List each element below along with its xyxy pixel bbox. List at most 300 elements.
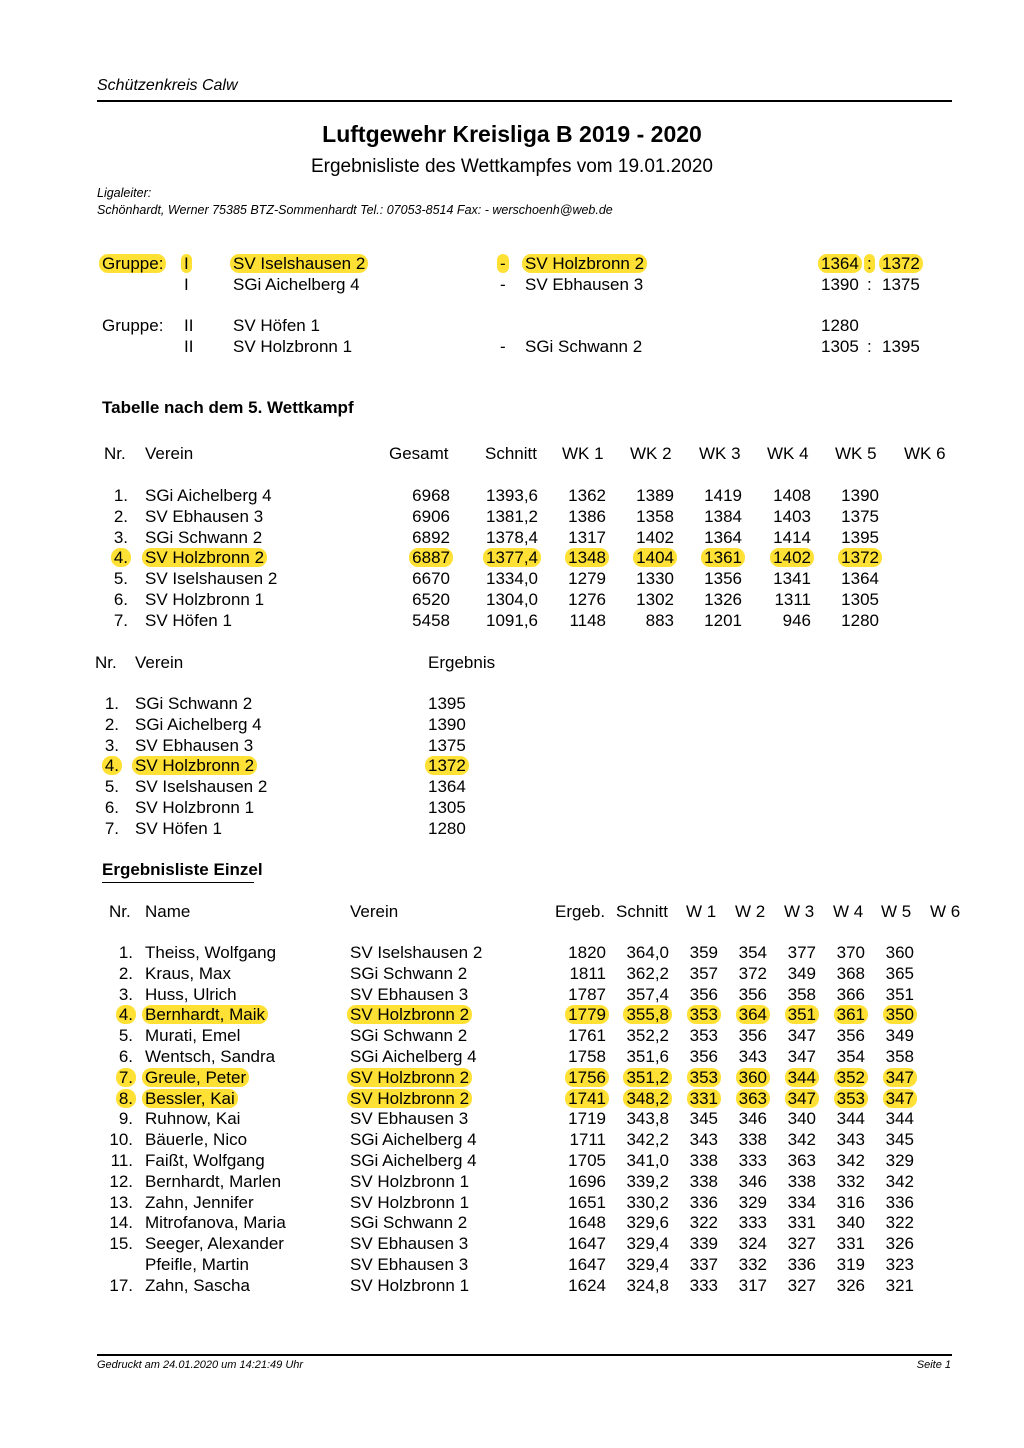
club-name: SV Höfen 1 <box>145 610 232 630</box>
average-score: 357,4 <box>626 984 669 1004</box>
highlight-mark: Bessler, Kai <box>142 1089 238 1108</box>
shooter-name: Pfeifle, Martin <box>145 1255 249 1274</box>
table-header: W 6 <box>930 902 961 921</box>
table-header: WK 3 <box>699 444 741 463</box>
club-name: SV Holzbronn 1 <box>350 1275 470 1295</box>
club-name: SGi Aichelberg 4 <box>350 1047 477 1066</box>
highlight-mark: 4. <box>116 1005 136 1024</box>
highlight-mark: 1741 <box>565 1089 609 1108</box>
round-score: 317 <box>738 1275 767 1295</box>
round-score: 338 <box>689 1151 718 1170</box>
round-score: 1276 <box>568 590 606 609</box>
table-header: Verein <box>135 653 184 672</box>
club-name: SV Ebhausen 3 <box>350 1255 469 1274</box>
highlight-mark: 355,8 <box>623 1005 672 1024</box>
round-score: 327 <box>787 1275 816 1295</box>
total-score: 6892 <box>412 527 450 547</box>
club-name: SV Ebhausen 3 <box>145 506 264 526</box>
rank: 13. <box>109 1192 133 1212</box>
rank: 6. <box>118 1047 133 1066</box>
gruppe-number: II <box>184 316 194 335</box>
round-score: 349 <box>787 963 816 983</box>
round-score: 351 <box>885 984 914 1004</box>
rank: 7. <box>113 610 128 630</box>
round-score: 946 <box>782 610 811 630</box>
club-name: SV Ebhausen 3 <box>350 1109 469 1129</box>
average-score: 1091,6 <box>486 610 538 630</box>
round-score: 316 <box>836 1192 865 1212</box>
average-score: 364,0 <box>626 943 669 962</box>
round-score: 329 <box>885 1151 914 1170</box>
rank: 1. <box>118 943 133 962</box>
club-name: SV Ebhausen 3 <box>350 984 469 1004</box>
page-title: Luftgewehr Kreisliga B 2019 - 2020 <box>322 121 702 147</box>
round-score: 353 <box>689 1026 718 1046</box>
highlight-mark: 1364 <box>818 254 862 273</box>
total-score: 6968 <box>412 486 450 505</box>
highlight-mark: 361 <box>834 1005 868 1024</box>
round-score: 1280 <box>841 610 879 630</box>
highlight-mark: 1404 <box>633 548 677 567</box>
round-score: 1341 <box>773 569 811 589</box>
round-score: 346 <box>738 1109 767 1129</box>
round-score: 322 <box>689 1213 718 1233</box>
club-name: SV Holzbronn 1 <box>350 1192 470 1212</box>
home-team: SV Höfen 1 <box>233 316 320 335</box>
round-score: 883 <box>645 610 674 630</box>
club-name <box>145 548 264 568</box>
result-score: 1787 <box>568 984 606 1004</box>
round-score: 1395 <box>841 527 879 547</box>
club-name: SGi Schwann 2 <box>350 1026 468 1046</box>
highlight-mark: 1756 <box>565 1068 609 1087</box>
home-score: 1280 <box>821 316 859 335</box>
highlight-mark: 353 <box>834 1089 868 1108</box>
result-score: 1711 <box>569 1130 606 1150</box>
round-score: 324 <box>738 1234 767 1254</box>
round-score: 1362 <box>568 486 606 505</box>
rank <box>0 1089 133 1109</box>
shooter-name: Seeger, Alexander <box>145 1234 284 1254</box>
round-score: 336 <box>885 1192 914 1212</box>
highlight-mark: 6887 <box>409 548 453 567</box>
round-score: 343 <box>689 1130 718 1150</box>
round-score: 321 <box>885 1275 914 1295</box>
round-score: 356 <box>738 1026 767 1046</box>
round-score: 334 <box>787 1192 816 1212</box>
round-score: 332 <box>738 1255 767 1274</box>
round-score: 359 <box>689 943 718 962</box>
club-name: SV Iselshausen 2 <box>350 943 483 962</box>
round-score <box>714 1005 914 1025</box>
round-score: 1305 <box>841 590 879 609</box>
gruppe-number <box>184 254 189 274</box>
rank: 3. <box>113 527 128 547</box>
rank <box>0 756 119 776</box>
club-name: SGi Schwann 2 <box>145 527 263 547</box>
round-score: 338 <box>738 1130 767 1150</box>
away-score: 1375 <box>882 275 920 294</box>
highlight-mark: 7. <box>116 1068 136 1087</box>
table-header: WK 4 <box>767 444 809 463</box>
home-score: 1305 <box>821 337 859 356</box>
total-score: 5458 <box>412 610 450 630</box>
round-score: 1317 <box>568 527 606 547</box>
average-score: 1378,4 <box>486 527 538 547</box>
table-header: WK 6 <box>904 444 946 463</box>
away-team: SV Ebhausen 3 <box>525 275 644 294</box>
result-score: 1719 <box>568 1109 606 1129</box>
round-score: 343 <box>836 1130 865 1150</box>
round-score: 329 <box>738 1192 767 1212</box>
shooter-name: Mitrofanova, Maria <box>145 1213 286 1233</box>
highlight-mark: 331 <box>687 1089 721 1108</box>
print-timestamp: Gedruckt am 24.01.2020 um 14:21:49 Uhr <box>97 1359 304 1371</box>
total-score: 6670 <box>412 569 450 589</box>
round-score: 342 <box>787 1130 816 1150</box>
round-score: 344 <box>885 1109 914 1129</box>
round-score: 344 <box>836 1109 865 1129</box>
round-score: 1419 <box>704 486 742 505</box>
round-score: 340 <box>836 1213 865 1233</box>
rank: 1. <box>104 694 119 713</box>
table-header: Nr. <box>95 653 117 672</box>
result-score: 1375 <box>428 735 466 755</box>
table-header: Verein <box>145 444 194 463</box>
round-score: 1390 <box>841 486 879 505</box>
round-score: 347 <box>787 1047 816 1066</box>
match-separator <box>500 254 506 274</box>
table-header: WK 2 <box>630 444 672 463</box>
highlight-mark: 360 <box>736 1068 770 1087</box>
shooter-name: Kraus, Max <box>145 963 231 983</box>
result-score <box>428 756 466 776</box>
round-score: 1375 <box>841 506 879 526</box>
result-score: 1761 <box>568 1026 606 1046</box>
round-score: 333 <box>738 1213 767 1233</box>
average-score: 324,8 <box>626 1275 669 1295</box>
highlight-mark: 351,2 <box>623 1068 672 1087</box>
round-score: 1326 <box>704 590 742 609</box>
round-score: 339 <box>689 1234 718 1254</box>
round-score: 368 <box>836 963 865 983</box>
club-name: SV Iselshausen 2 <box>145 569 278 589</box>
round-score: 377 <box>787 943 816 962</box>
rank: 17. <box>109 1275 133 1295</box>
highlight-mark: SV Holzbronn 2 <box>347 1005 472 1024</box>
page-number: Seite 1 <box>916 1359 951 1371</box>
round-score: 1403 <box>773 506 811 526</box>
round-score: 357 <box>689 963 718 983</box>
highlight-mark: 363 <box>736 1089 770 1108</box>
round-score: 336 <box>689 1192 718 1212</box>
rank: 15. <box>109 1234 133 1254</box>
shooter-name <box>145 1068 246 1088</box>
round-score: 331 <box>787 1213 816 1233</box>
highlight-mark: - <box>497 254 509 273</box>
shooter-name <box>145 1005 265 1025</box>
away-team <box>525 254 644 274</box>
away-score: 1395 <box>882 337 920 356</box>
highlight-mark: 347 <box>883 1068 917 1087</box>
round-score <box>679 548 879 568</box>
home-team: SV Holzbronn 1 <box>233 337 353 356</box>
round-score: 345 <box>885 1130 914 1150</box>
round-score: 360 <box>885 943 914 962</box>
round-score: 356 <box>689 1047 718 1066</box>
table-header: WK 5 <box>835 444 877 463</box>
table-header: W 5 <box>881 902 912 921</box>
header-rule <box>97 100 952 102</box>
round-score: 319 <box>836 1255 865 1274</box>
round-score: 1364 <box>704 527 742 547</box>
away-score <box>882 254 920 274</box>
round-score: 363 <box>787 1151 816 1170</box>
round-score: 370 <box>836 943 865 962</box>
shooter-name: Murati, Emel <box>145 1026 241 1046</box>
shooter-name: Faißt, Wolfgang <box>145 1151 265 1170</box>
average-score: 362,2 <box>626 963 669 983</box>
round-score: 326 <box>836 1275 865 1295</box>
table-header: Schnitt <box>616 902 668 921</box>
round-score: 333 <box>738 1151 767 1170</box>
round-score: 356 <box>738 984 767 1004</box>
shooter-name: Huss, Ulrich <box>145 984 237 1004</box>
table-header: W 4 <box>833 902 864 921</box>
round-score: 349 <box>885 1026 914 1046</box>
shooter-name: Zahn, Sascha <box>145 1275 250 1295</box>
club-name: SGi Schwann 2 <box>135 694 253 713</box>
average-score: 1381,2 <box>486 506 538 526</box>
club-name: SGi Aichelberg 4 <box>145 486 272 505</box>
highlight-mark: 347 <box>785 1089 819 1108</box>
highlight-mark: 344 <box>785 1068 819 1087</box>
result-score: 1395 <box>428 694 466 713</box>
table-header: Schnitt <box>485 444 537 463</box>
shooter-name: Zahn, Jennifer <box>145 1192 254 1212</box>
round-score: 343 <box>738 1047 767 1066</box>
round-score: 1384 <box>704 506 742 526</box>
highlight-mark: Bernhardt, Maik <box>142 1005 268 1024</box>
gruppe-number: II <box>184 337 194 356</box>
result-score: 1820 <box>568 943 606 962</box>
table-header: Ergebnis <box>428 653 496 672</box>
result-score: 1648 <box>568 1213 606 1233</box>
home-score: 1390 <box>821 275 859 294</box>
round-score: 340 <box>787 1109 816 1129</box>
highlight-mark: SV Holzbronn 2 <box>142 548 267 567</box>
highlight-mark: 1779 <box>565 1005 609 1024</box>
rank: 2. <box>104 714 119 734</box>
table-header: Nr. <box>104 444 126 463</box>
round-score: 356 <box>689 984 718 1004</box>
round-score: 354 <box>738 943 767 962</box>
total-score: 6906 <box>412 506 450 526</box>
highlight-mark: SV Holzbronn 2 <box>347 1089 472 1108</box>
highlight-mark: I <box>181 254 192 273</box>
club-name: SV Ebhausen 3 <box>135 735 254 755</box>
round-score: 1389 <box>636 486 674 505</box>
average-score: 1393,6 <box>486 486 538 505</box>
highlight-mark: 353 <box>687 1068 721 1087</box>
table-title: Tabelle nach dem 5. Wettkampf <box>102 398 354 417</box>
highlight-mark: 1372 <box>425 756 469 775</box>
highlight-mark: 351 <box>785 1005 819 1024</box>
gruppe-label: Gruppe: <box>102 316 164 335</box>
round-score: 1330 <box>636 569 674 589</box>
average-score: 330,2 <box>626 1192 669 1212</box>
round-score: 1414 <box>773 527 811 547</box>
round-score: 331 <box>836 1234 865 1254</box>
rank <box>0 1005 133 1025</box>
round-score: 365 <box>885 963 914 983</box>
table-header: WK 1 <box>562 444 604 463</box>
highlight-mark: 347 <box>883 1089 917 1108</box>
round-score: 327 <box>787 1234 816 1254</box>
result-score: 1647 <box>568 1255 606 1274</box>
highlight-mark: 4. <box>102 756 122 775</box>
rank: 3. <box>104 735 119 755</box>
highlight-mark: 8. <box>116 1089 136 1108</box>
round-score: 1386 <box>568 506 606 526</box>
round-score: 345 <box>689 1109 718 1129</box>
highlight-mark: SV Iselshausen 2 <box>230 254 368 273</box>
rank: 5. <box>118 1026 133 1046</box>
home-score <box>821 254 859 274</box>
round-score: 1201 <box>704 610 742 630</box>
round-score: 1302 <box>636 590 674 609</box>
total-score: 6520 <box>412 590 450 609</box>
average-score: 343,8 <box>626 1109 669 1129</box>
result-score: 1696 <box>568 1171 606 1191</box>
club-name: SGi Schwann 2 <box>350 1213 468 1233</box>
home-team: SGi Aichelberg 4 <box>233 275 360 294</box>
rank: 3. <box>118 984 133 1004</box>
round-score: 1311 <box>774 590 811 609</box>
highlight-mark: 353 <box>687 1005 721 1024</box>
result-score: 1651 <box>568 1192 606 1212</box>
round-score: 326 <box>885 1234 914 1254</box>
home-team <box>233 254 365 274</box>
rank: 5. <box>113 569 128 589</box>
average-score: 329,4 <box>626 1234 669 1254</box>
result-score: 1758 <box>568 1047 606 1066</box>
rank: 9. <box>118 1109 133 1129</box>
round-score: 347 <box>787 1026 816 1046</box>
highlight-mark: SV Holzbronn 2 <box>522 254 647 273</box>
highlight-mark: 4. <box>111 548 131 567</box>
table-header: W 1 <box>686 902 717 921</box>
result-score: 1390 <box>428 714 466 734</box>
gruppe-number: I <box>184 275 189 294</box>
shooter-name: Bäuerle, Nico <box>145 1130 248 1150</box>
table-header: Ergeb. <box>555 902 606 921</box>
round-score: 366 <box>836 984 865 1004</box>
highlight-mark: Gruppe: <box>99 254 166 273</box>
round-score: 1402 <box>636 527 674 547</box>
round-score: 338 <box>689 1171 718 1191</box>
club-name <box>135 756 254 776</box>
round-score: 356 <box>836 1026 865 1046</box>
round-score: 332 <box>836 1171 865 1191</box>
round-score <box>714 1068 914 1088</box>
highlight-mark: : <box>864 254 875 273</box>
rank <box>0 1068 133 1088</box>
table-header: W 2 <box>735 902 766 921</box>
round-score: 358 <box>885 1047 914 1066</box>
highlight-mark: 1402 <box>770 548 814 567</box>
club-name: SV Höfen 1 <box>135 818 222 838</box>
away-team: SGi Schwann 2 <box>525 337 643 356</box>
table-header: Gesamt <box>389 444 449 463</box>
round-score: 338 <box>787 1171 816 1191</box>
club-name: SGi Aichelberg 4 <box>350 1130 477 1150</box>
round-score: 1358 <box>636 506 674 526</box>
rank: 14. <box>109 1213 133 1233</box>
page-subtitle: Ergebnisliste des Wettkampfes vom 19.01.2020 <box>310 156 714 177</box>
average-score: 339,2 <box>626 1171 669 1191</box>
round-score: 1148 <box>569 610 606 630</box>
club-name: SV Ebhausen 3 <box>350 1234 469 1254</box>
average-score: 329,6 <box>626 1213 669 1233</box>
round-score: 333 <box>689 1275 718 1295</box>
ligaleiter-info: Schönhardt, Werner 75385 BTZ-Sommenhardt Tel.: 07053-8514 Fax: - werschoenh@web.de <box>97 203 613 217</box>
round-score: 337 <box>689 1255 718 1274</box>
table-header: Nr. <box>109 902 131 921</box>
match-separator: - <box>500 275 506 294</box>
club-name: SV Holzbronn 1 <box>135 798 255 817</box>
shooter-name: Ruhnow, Kai <box>145 1109 241 1129</box>
round-score: 323 <box>885 1255 914 1274</box>
average-score: 342,2 <box>626 1130 669 1150</box>
gruppe-label <box>102 254 163 274</box>
club-name: SGi Aichelberg 4 <box>135 714 262 734</box>
highlight-mark: 348,2 <box>623 1089 672 1108</box>
average-score: 1304,0 <box>486 590 538 609</box>
shooter-name: Theiss, Wolfgang <box>145 943 277 962</box>
round-score: 1356 <box>704 569 742 589</box>
result-score: 1705 <box>568 1151 606 1170</box>
round-score: 358 <box>787 984 816 1004</box>
club-name: SV Iselshausen 2 <box>135 777 268 797</box>
rank <box>0 548 128 568</box>
round-score: 1364 <box>841 569 879 589</box>
match-separator: - <box>500 337 506 356</box>
rank: 5. <box>104 777 119 797</box>
shooter-name <box>145 1089 235 1109</box>
club-name: SGi Schwann 2 <box>350 963 468 983</box>
average-score: 329,4 <box>626 1255 669 1274</box>
footer-rule <box>97 1354 952 1356</box>
highlight-mark: 1348 <box>565 548 609 567</box>
average-score: 341,0 <box>626 1151 669 1170</box>
round-score: 1279 <box>568 569 606 589</box>
round-score: 372 <box>738 963 767 983</box>
shooter-name: Bernhardt, Marlen <box>145 1171 282 1191</box>
rank: 11. <box>110 1151 133 1170</box>
rank: 2. <box>118 963 133 983</box>
round-score: 1408 <box>773 486 811 505</box>
highlight-mark: 1377,4 <box>483 548 541 567</box>
highlight-mark: SV Holzbronn 2 <box>347 1068 472 1087</box>
highlight-mark: SV Holzbronn 2 <box>132 756 257 775</box>
rank: 1. <box>113 486 128 505</box>
shooter-name: Wentsch, Sandra <box>145 1047 276 1066</box>
club-name: SV Holzbronn 1 <box>145 590 265 609</box>
round-score: 336 <box>787 1255 816 1274</box>
club-name: SGi Aichelberg 4 <box>350 1151 477 1170</box>
org-name: Schützenkreis Calw <box>97 77 238 94</box>
